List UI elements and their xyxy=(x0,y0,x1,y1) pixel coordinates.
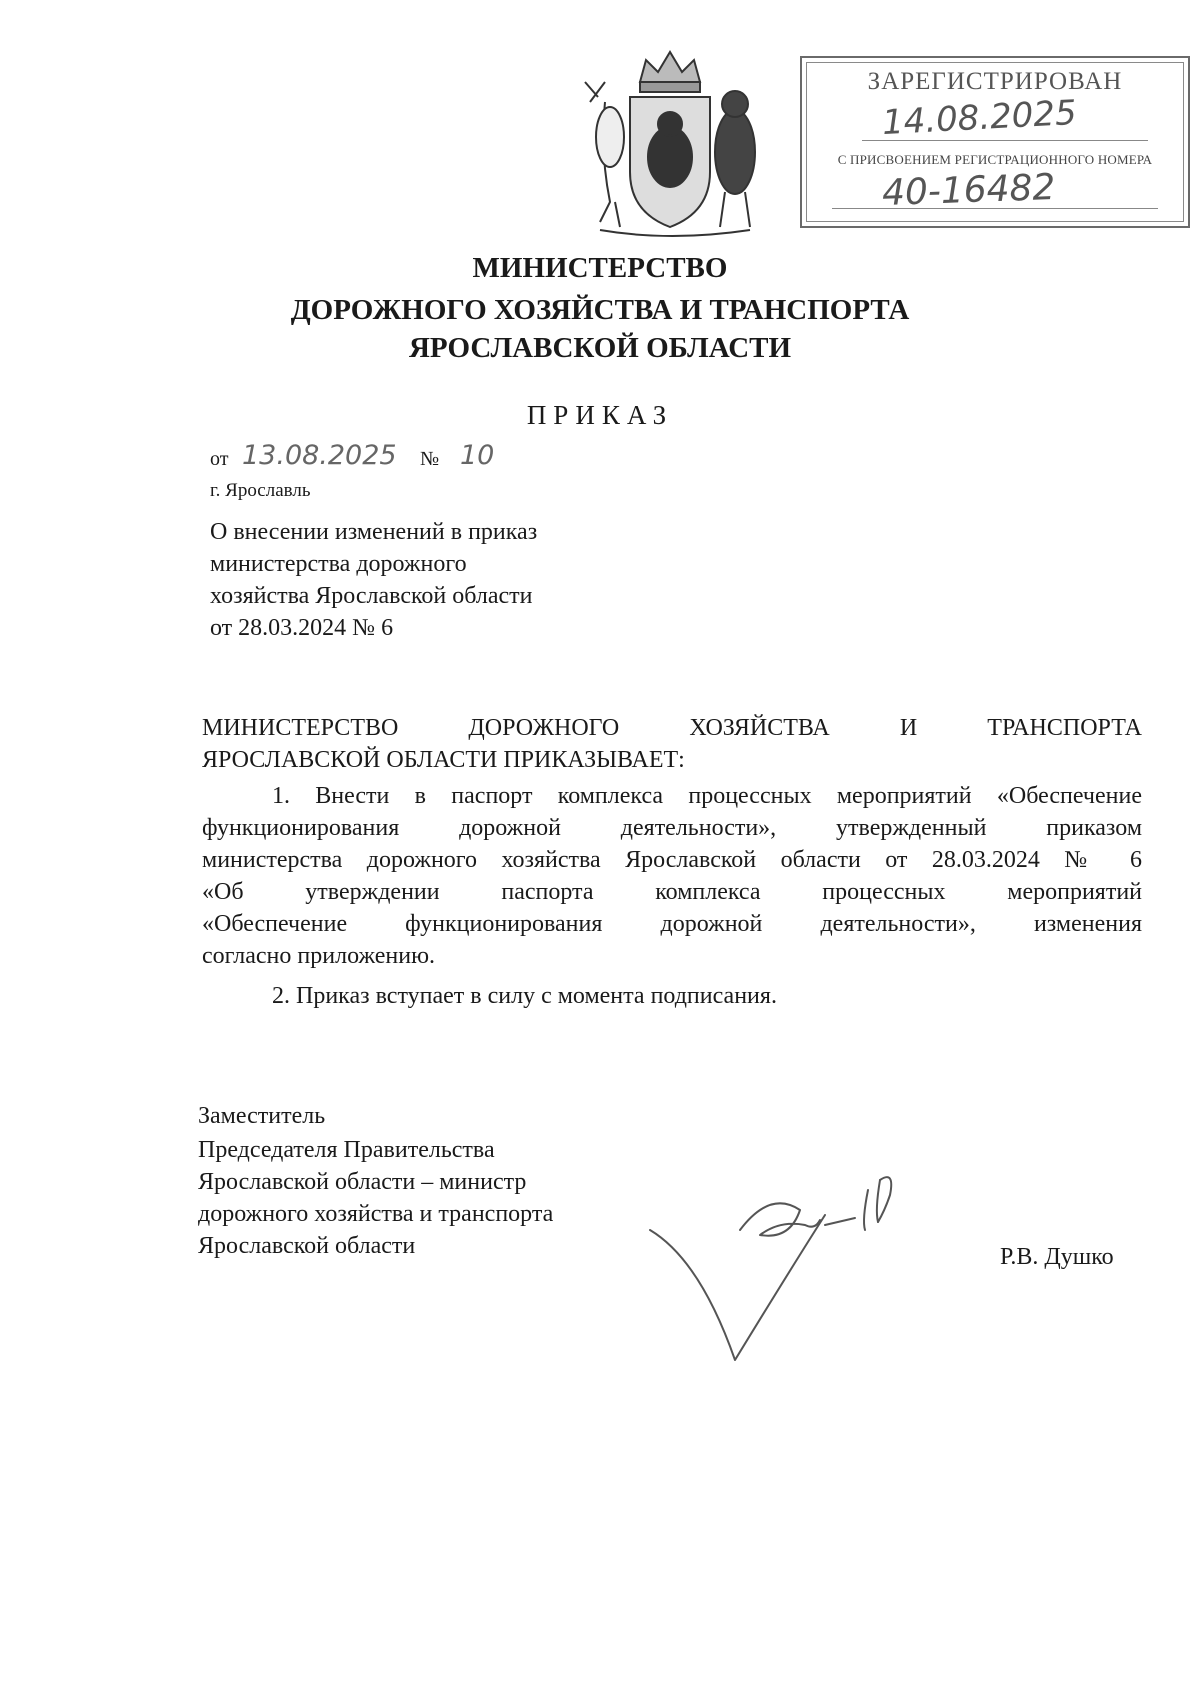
order-number-prefix: № xyxy=(420,448,440,470)
ministry-title-line-3: ЯРОСЛАВСКОЙ ОБЛАСТИ xyxy=(408,332,792,364)
body-line: МИНИСТЕРСТВО ДОРОЖНОГО ХОЗЯЙСТВА И ТРАНСПОРТА xyxy=(202,715,1142,741)
subject-line: от 28.03.2024 № 6 xyxy=(210,615,394,641)
ministry-title-line-2: ДОРОЖНОГО ХОЗЯЙСТВА И ТРАНСПОРТА xyxy=(290,294,910,326)
body-line: функционирования дорожной деятельности», утвержденный приказом xyxy=(202,815,1142,841)
stamp-subtitle: С ПРИСВОЕНИЕМ РЕГИСТРАЦИОННОГО НОМЕРА xyxy=(837,152,1153,167)
body-line: ЯРОСЛАВСКОЙ ОБЛАСТИ ПРИКАЗЫВАЕТ: xyxy=(202,747,685,773)
coat-of-arms-icon xyxy=(560,42,780,242)
order-date-prefix: от xyxy=(210,448,229,470)
signer-title-line: дорожного хозяйства и транспорта xyxy=(198,1201,554,1227)
signer-title-line: Председателя Правительства xyxy=(198,1137,495,1163)
signer-title-line: Ярославской области xyxy=(198,1233,416,1259)
order-number: 10 xyxy=(460,440,495,471)
ministry-title-line-1: МИНИСТЕРСТВО xyxy=(472,252,728,284)
body-line: 1. Внести в паспорт комплекса процессных мероприятий «Обеспечение xyxy=(272,783,1142,809)
subject-line: хозяйства Ярославской области xyxy=(210,583,533,609)
order-title: ПРИКАЗ xyxy=(526,400,674,430)
stamp-title: ЗАРЕГИСТРИРОВАН xyxy=(867,68,1123,95)
order-city: г. Ярославль xyxy=(210,480,311,501)
body-line: «Об утверждении паспорта комплекса процессных мероприятий xyxy=(202,879,1142,905)
body-line: 2. Приказ вступает в силу с момента подписания. xyxy=(272,983,777,1009)
handwritten-signature xyxy=(640,1150,960,1370)
registration-stamp xyxy=(800,56,1190,228)
order-date: 13.08.2025 xyxy=(242,440,397,471)
subject-line: О внесении изменений в приказ xyxy=(210,519,538,545)
stamp-reg-number: 40-16482 xyxy=(881,166,1056,215)
body-line: министерства дорожного хозяйства Ярославской области от 28.03.2024 № 6 xyxy=(202,847,1142,873)
body-line: согласно приложению. xyxy=(202,943,436,969)
signer-title-line: Ярославской области – министр xyxy=(198,1169,527,1195)
stamp-date: 14.08.2025 xyxy=(881,92,1078,144)
subject-line: министерства дорожного xyxy=(210,551,467,577)
signer-title-line: Заместитель xyxy=(198,1103,326,1129)
body-line: «Обеспечение функционирования дорожной деятельности», изменения xyxy=(202,911,1142,937)
signer-name: Р.В. Душко xyxy=(1000,1244,1114,1270)
